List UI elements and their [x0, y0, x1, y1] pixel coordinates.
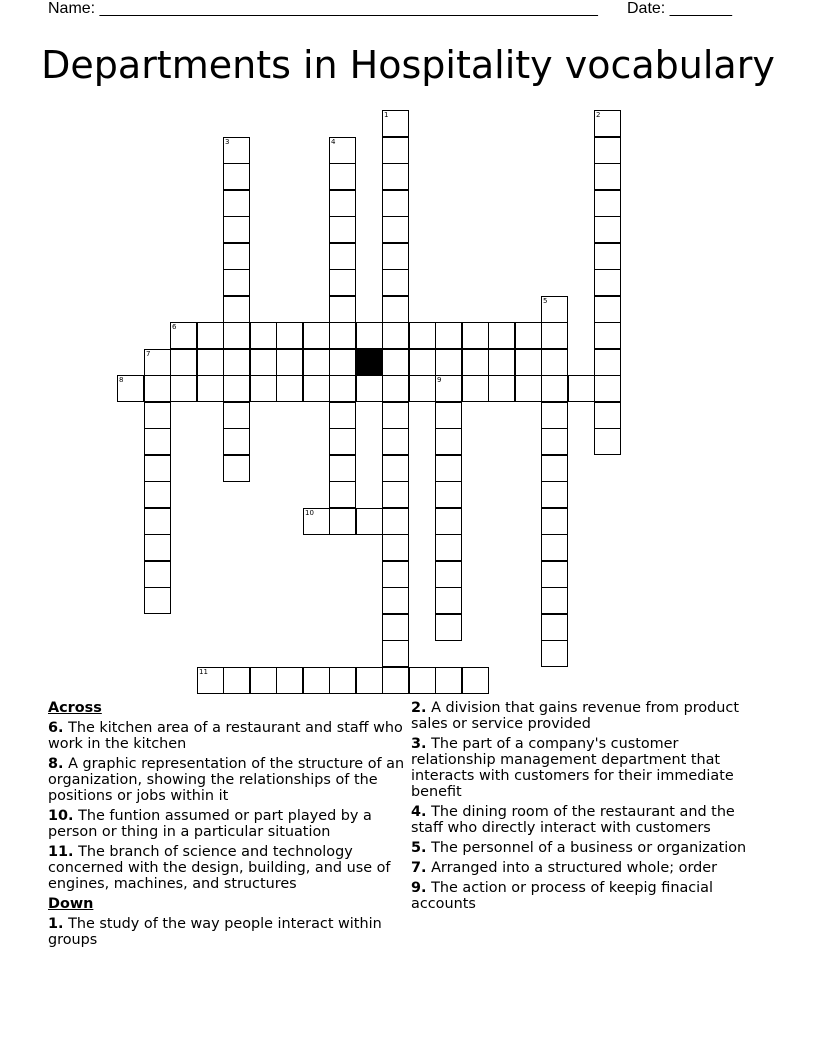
crossword-cell[interactable] [382, 163, 409, 190]
crossword-cell[interactable] [303, 375, 330, 402]
crossword-cell[interactable] [223, 667, 250, 694]
crossword-cell[interactable] [541, 481, 568, 508]
clue-number: 6 [172, 323, 177, 331]
crossword-cell[interactable] [382, 614, 409, 641]
crossword-cell[interactable] [329, 163, 356, 190]
clue-down-3: 3. The part of a company's customer relationship management department that interacts with customers for their immediate benefit [411, 736, 734, 800]
crossword-cell[interactable] [329, 243, 356, 270]
crossword-cell[interactable] [382, 190, 409, 217]
clue-number: 10 [305, 509, 314, 517]
clue-down-5: 5. The personnel of a business or organization [411, 840, 747, 856]
clue-number: 7 [146, 350, 151, 358]
crossword-cell[interactable] [435, 614, 462, 641]
crossword-cell[interactable] [144, 455, 171, 482]
crossword-cell[interactable] [382, 269, 409, 296]
crossword-cell[interactable] [250, 667, 277, 694]
crossword-cell[interactable] [488, 322, 515, 349]
clue-column-left [48, 700, 408, 952]
clue-down-2: 2. A division that gains revenue from product sales or service provided [411, 700, 739, 732]
crossword-cell[interactable] [276, 349, 303, 376]
crossword-cell[interactable] [250, 375, 277, 402]
crossword-cell[interactable] [382, 375, 409, 402]
crossword-cell[interactable] [541, 402, 568, 429]
crossword-cell[interactable] [382, 296, 409, 323]
crossword-cell[interactable] [356, 375, 383, 402]
clue-number: 4 [331, 138, 336, 146]
crossword-cell[interactable] [541, 614, 568, 641]
crossword-cell[interactable] [541, 561, 568, 588]
crossword-cell[interactable] [223, 375, 250, 402]
crossword-cell[interactable] [488, 375, 515, 402]
crossword-cell[interactable] [382, 587, 409, 614]
crossword-cell[interactable] [541, 428, 568, 455]
crossword-cell[interactable] [144, 561, 171, 588]
crossword-cell[interactable] [409, 375, 436, 402]
crossword-cell[interactable] [382, 667, 409, 694]
crossword-cell[interactable] [144, 428, 171, 455]
crossword-cell[interactable] [223, 322, 250, 349]
crossword-cell[interactable] [170, 349, 197, 376]
crossword-cell[interactable] [462, 667, 489, 694]
crossword-cell[interactable] [515, 322, 542, 349]
clue-down-7: 7. Arranged into a structured whole; order [411, 860, 718, 876]
clue-number: 11 [199, 668, 208, 676]
crossword-cell[interactable] [382, 640, 409, 667]
clue-across-6: 6. The kitchen area of a restaurant and staff who work in the kitchen [48, 720, 403, 752]
crossword-cell[interactable] [223, 190, 250, 217]
clue-down-4: 4. The dining room of the restaurant and the staff who directly interact with customers [411, 804, 735, 836]
crossword-cell[interactable] [329, 508, 356, 535]
crossword-cell[interactable] [435, 375, 462, 402]
crossword-cell[interactable] [435, 428, 462, 455]
crossword-cell[interactable] [170, 375, 197, 402]
crossword-cell[interactable] [329, 667, 356, 694]
crossword-cell[interactable] [382, 561, 409, 588]
crossword-cell[interactable] [356, 322, 383, 349]
crossword-cell[interactable] [329, 455, 356, 482]
crossword-cell[interactable] [594, 322, 621, 349]
crossword-cell[interactable] [409, 322, 436, 349]
crossword-cell[interactable] [594, 243, 621, 270]
crossword-cell[interactable] [594, 190, 621, 217]
crossword-cell[interactable] [144, 508, 171, 535]
crossword-cell[interactable] [223, 216, 250, 243]
crossword-cell[interactable] [223, 137, 250, 164]
crossword-cell[interactable] [329, 349, 356, 376]
down-heading: Down [48, 896, 94, 912]
crossword-cell[interactable] [594, 349, 621, 376]
crossword-cell[interactable] [303, 508, 330, 535]
crossword-cell[interactable] [223, 428, 250, 455]
crossword-cell[interactable] [382, 243, 409, 270]
crossword-cell[interactable] [541, 455, 568, 482]
crossword-cell[interactable] [409, 667, 436, 694]
crossword-cell[interactable] [197, 322, 224, 349]
crossword-cell[interactable] [329, 296, 356, 323]
crossword-cell[interactable] [462, 322, 489, 349]
clue-across-10: 10. The funtion assumed or part played by a person or thing in a particular situation [48, 808, 372, 840]
crossword-block [356, 349, 383, 376]
crossword-cell[interactable] [435, 349, 462, 376]
crossword-cell[interactable] [223, 402, 250, 429]
crossword-cell[interactable] [356, 508, 383, 535]
crossword-cell[interactable] [223, 163, 250, 190]
crossword-cell[interactable] [223, 296, 250, 323]
crossword-cell[interactable] [250, 349, 277, 376]
crossword-cell[interactable] [329, 137, 356, 164]
crossword-cell[interactable] [462, 375, 489, 402]
crossword-cell[interactable] [435, 402, 462, 429]
crossword-cell[interactable] [382, 322, 409, 349]
crossword-cell[interactable] [223, 269, 250, 296]
crossword-cell[interactable] [594, 216, 621, 243]
crossword-cell[interactable] [409, 349, 436, 376]
crossword-cell[interactable] [435, 561, 462, 588]
crossword-cell[interactable] [541, 587, 568, 614]
crossword-cell[interactable] [144, 587, 171, 614]
crossword-cell[interactable] [435, 587, 462, 614]
crossword-cell[interactable] [382, 349, 409, 376]
crossword-cell[interactable] [382, 534, 409, 561]
crossword-cell[interactable] [435, 508, 462, 535]
crossword-cell[interactable] [594, 375, 621, 402]
crossword-cell[interactable] [170, 322, 197, 349]
crossword-cell[interactable] [541, 375, 568, 402]
crossword-cell[interactable] [197, 375, 224, 402]
crossword-cell[interactable] [382, 428, 409, 455]
crossword-cell[interactable] [144, 481, 171, 508]
clue-number: 2 [596, 111, 601, 119]
crossword-cell[interactable] [329, 190, 356, 217]
crossword-cell[interactable] [382, 508, 409, 535]
crossword-cell[interactable] [541, 534, 568, 561]
crossword-cell[interactable] [382, 137, 409, 164]
crossword-cell[interactable] [223, 349, 250, 376]
crossword-cell[interactable] [223, 243, 250, 270]
crossword-cell[interactable] [435, 322, 462, 349]
page-title: Departments in Hospitality vocabulary [41, 43, 775, 87]
crossword-cell[interactable] [382, 216, 409, 243]
crossword-cell[interactable] [594, 163, 621, 190]
crossword-cell[interactable] [541, 296, 568, 323]
crossword-cell[interactable] [568, 375, 595, 402]
clue-number: 3 [225, 138, 230, 146]
crossword-cell[interactable] [594, 428, 621, 455]
crossword-cell[interactable] [303, 667, 330, 694]
crossword-cell[interactable] [276, 375, 303, 402]
crossword-cell[interactable] [144, 375, 171, 402]
crossword-cell[interactable] [303, 349, 330, 376]
crossword-cell[interactable] [276, 667, 303, 694]
crossword-cell[interactable] [250, 322, 277, 349]
clue-down-9: 9. The action or process of keepig finacial accounts [411, 880, 713, 912]
crossword-cell[interactable] [594, 137, 621, 164]
crossword-cell[interactable] [462, 349, 489, 376]
crossword-cell[interactable] [303, 322, 330, 349]
crossword-cell[interactable] [329, 216, 356, 243]
crossword-cell[interactable] [435, 534, 462, 561]
crossword-cell[interactable] [382, 455, 409, 482]
name-field[interactable]: Name: ________________________________________________________ [48, 0, 598, 17]
crossword-cell[interactable] [515, 349, 542, 376]
clue-number: 8 [119, 376, 124, 384]
crossword-cell[interactable] [329, 402, 356, 429]
across-heading: Across [48, 700, 102, 716]
clue-number: 5 [543, 297, 548, 305]
crossword-cell[interactable] [329, 481, 356, 508]
crossword-cell[interactable] [144, 534, 171, 561]
crossword-cell[interactable] [356, 667, 383, 694]
crossword-cell[interactable] [435, 455, 462, 482]
crossword-cell[interactable] [329, 375, 356, 402]
crossword-cell[interactable] [144, 349, 171, 376]
crossword-cell[interactable] [382, 110, 409, 137]
crossword-cell[interactable] [594, 269, 621, 296]
clue-column-right [411, 700, 761, 916]
clue-across-8: 8. A graphic representation of the structure of an organization, showing the relationships of the positions or jobs within it [48, 756, 405, 804]
crossword-cell[interactable] [117, 375, 144, 402]
crossword-cell[interactable] [541, 508, 568, 535]
crossword-cell[interactable] [329, 269, 356, 296]
crossword-cell[interactable] [541, 640, 568, 667]
crossword-cell[interactable] [594, 402, 621, 429]
crossword-cell[interactable] [488, 349, 515, 376]
crossword-cell[interactable] [515, 375, 542, 402]
crossword-cell[interactable] [541, 322, 568, 349]
crossword-cell[interactable] [329, 322, 356, 349]
clue-across-11: 11. The branch of science and technology concerned with the design, building, and use of engines, machines, and structures [48, 844, 391, 892]
crossword-cell[interactable] [223, 455, 250, 482]
crossword-cell[interactable] [382, 481, 409, 508]
crossword-cell[interactable] [435, 667, 462, 694]
crossword-cell[interactable] [541, 349, 568, 376]
crossword-cell[interactable] [382, 402, 409, 429]
crossword-cell[interactable] [435, 481, 462, 508]
crossword-cell[interactable] [197, 667, 224, 694]
date-field[interactable]: Date: _______ [627, 0, 732, 17]
crossword-cell[interactable] [197, 349, 224, 376]
crossword-cell[interactable] [276, 322, 303, 349]
crossword-cell[interactable] [594, 110, 621, 137]
crossword-cell[interactable] [144, 402, 171, 429]
crossword-cell[interactable] [594, 296, 621, 323]
clue-number: 1 [384, 111, 389, 119]
clue-down-1: 1. The study of the way people interact within groups [48, 916, 382, 948]
clue-number: 9 [437, 376, 442, 384]
crossword-cell[interactable] [329, 428, 356, 455]
